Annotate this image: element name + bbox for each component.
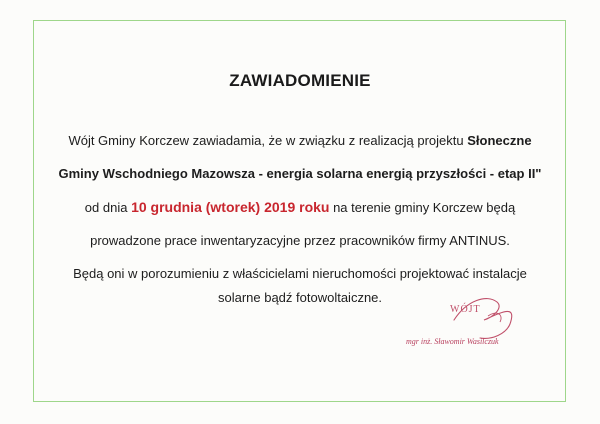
document-title: ZAWIADOMIENIE	[229, 71, 371, 90]
signature-title: WÓJT	[450, 304, 481, 315]
body-line-3	[0, 199, 600, 215]
project-name-part-1: Słoneczne	[467, 133, 532, 148]
body-line-6: solarne bądź fotowoltaiczne.	[217, 290, 383, 305]
signature-block	[392, 290, 552, 350]
body-line-5: Będą oni w porozumieniu z właścicielami nieruchomości projektować instalacje	[73, 266, 527, 281]
date-highlight: 10 grudnia (wtorek) 2019 roku	[131, 199, 330, 215]
body-line-3-start: od dnia	[84, 200, 132, 215]
body-line-1-text: Wójt Gminy Korczew zawiadamia, że w związku z realizacją projektu	[68, 133, 468, 148]
body-line-3-end: na terenie gminy Korczew będą	[329, 200, 516, 215]
body-line-4: prowadzone prace inwentaryzacyjne przez pracowników firmy ANTINUS.	[90, 233, 510, 248]
project-name-part-2: Gminy Wschodniego Mazowsza - energia solarna energią przyszłości - etap II"	[58, 166, 542, 181]
body-line-1	[0, 133, 600, 148]
signature-name: mgr inż. Sławomir Wasilczuk	[406, 337, 499, 346]
